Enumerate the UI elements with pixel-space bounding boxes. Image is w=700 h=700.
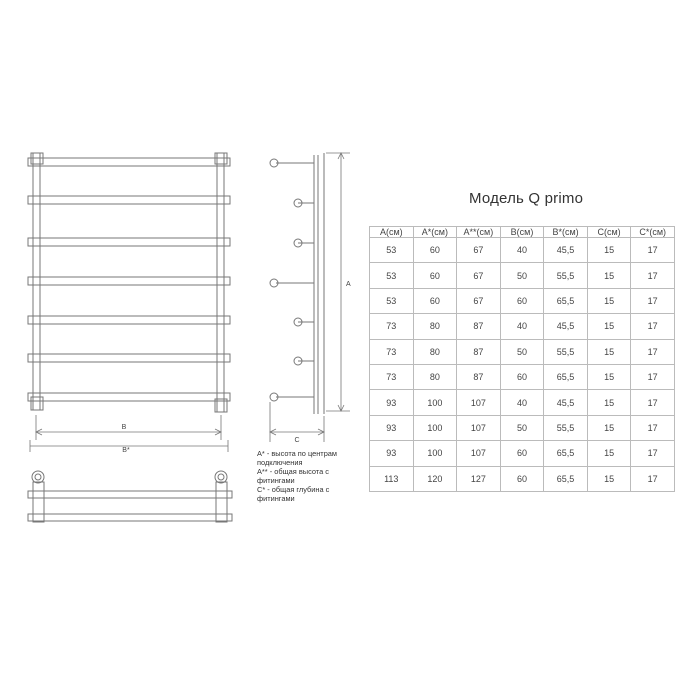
- table-cell: 80: [413, 339, 457, 364]
- legend-line: подключения: [257, 458, 303, 467]
- table-cell: 107: [457, 415, 501, 440]
- dim-a-label: A: [346, 281, 351, 288]
- table-row: [370, 339, 675, 364]
- side-view: [270, 153, 324, 414]
- front-view: [28, 153, 230, 412]
- dim-b-label: B: [121, 424, 127, 431]
- table-cell: 60: [413, 238, 457, 263]
- table-cell: 93: [370, 441, 414, 466]
- table-cell: 73: [370, 339, 414, 364]
- column-header: A*(см): [413, 227, 457, 238]
- table-cell: 100: [413, 390, 457, 415]
- table-cell: 15: [587, 364, 631, 389]
- table-cell: 65,5: [544, 441, 588, 466]
- table-cell: 17: [631, 263, 675, 288]
- table-row: [370, 390, 675, 415]
- table-cell: 15: [587, 288, 631, 313]
- table-cell: 17: [631, 415, 675, 440]
- column-header: B*(см): [544, 227, 588, 238]
- table-cell: 60: [500, 288, 544, 313]
- table-cell: 17: [631, 466, 675, 491]
- top-view: [28, 471, 232, 522]
- table-cell: 17: [631, 441, 675, 466]
- table-cell: 73: [370, 314, 414, 339]
- model-title: Модель Q primo: [469, 190, 584, 207]
- table-header-row: [370, 227, 675, 238]
- table-row: [370, 466, 675, 491]
- table-cell: 93: [370, 415, 414, 440]
- top-left-fitting-inner: [35, 474, 41, 480]
- table-cell: 15: [587, 466, 631, 491]
- table-cell: 67: [457, 238, 501, 263]
- table-cell: 55,5: [544, 415, 588, 440]
- table-cell: 15: [587, 238, 631, 263]
- table-cell: 15: [587, 415, 631, 440]
- table-cell: 45,5: [544, 314, 588, 339]
- table-cell: 87: [457, 314, 501, 339]
- table-row: [370, 238, 675, 263]
- table-cell: 73: [370, 364, 414, 389]
- legend-line: A* - высота по центрам: [257, 449, 337, 458]
- table-cell: 15: [587, 339, 631, 364]
- table-cell: 113: [370, 466, 414, 491]
- table-cell: 15: [587, 314, 631, 339]
- table-cell: 65,5: [544, 288, 588, 313]
- table-cell: 17: [631, 238, 675, 263]
- table-cell: 87: [457, 339, 501, 364]
- table-cell: 60: [413, 288, 457, 313]
- rung-5: [28, 316, 230, 324]
- table-cell: 17: [631, 364, 675, 389]
- top-right-fitting: [215, 471, 227, 483]
- top-right-bracket: [216, 482, 227, 522]
- dim-bstar-label: B*: [122, 447, 130, 454]
- table-row: [370, 288, 675, 313]
- table-cell: 45,5: [544, 390, 588, 415]
- table-row: [370, 441, 675, 466]
- table-cell: 100: [413, 441, 457, 466]
- column-header: C*(см): [631, 227, 675, 238]
- column-header: A**(см): [457, 227, 501, 238]
- top-rung-front: [28, 491, 232, 498]
- table-cell: 60: [413, 263, 457, 288]
- table-row: [370, 314, 675, 339]
- dim-c-label: C: [294, 437, 300, 444]
- table-cell: 50: [500, 339, 544, 364]
- table-cell: 15: [587, 390, 631, 415]
- table-cell: 55,5: [544, 263, 588, 288]
- legend-line: C* - общая глубина с: [257, 485, 330, 494]
- top-rung-back: [28, 514, 232, 521]
- table-cell: 40: [500, 238, 544, 263]
- column-header: C(см): [587, 227, 631, 238]
- table-cell: 40: [500, 390, 544, 415]
- table-cell: 53: [370, 288, 414, 313]
- legend-line: A** - общая высота с: [257, 467, 329, 476]
- table-cell: 107: [457, 441, 501, 466]
- top-left-bracket: [33, 482, 44, 522]
- table-cell: 53: [370, 238, 414, 263]
- top-left-fitting: [32, 471, 44, 483]
- table-cell: 55,5: [544, 339, 588, 364]
- table-cell: 80: [413, 314, 457, 339]
- table-row: [370, 415, 675, 440]
- column-header: A(см): [370, 227, 414, 238]
- table-cell: 45,5: [544, 238, 588, 263]
- table-cell: 53: [370, 263, 414, 288]
- table-cell: 15: [587, 441, 631, 466]
- rung-4: [28, 277, 230, 285]
- table-cell: 50: [500, 415, 544, 440]
- rung-2: [28, 196, 230, 204]
- legend-line: фитингами: [257, 494, 295, 503]
- table-cell: 100: [413, 415, 457, 440]
- dimension-legend: [257, 449, 367, 503]
- table-cell: 60: [500, 441, 544, 466]
- table-cell: 65,5: [544, 466, 588, 491]
- table-cell: 17: [631, 339, 675, 364]
- table-cell: 80: [413, 364, 457, 389]
- table-cell: 40: [500, 314, 544, 339]
- table-cell: 67: [457, 288, 501, 313]
- table-cell: 17: [631, 314, 675, 339]
- table-cell: 67: [457, 263, 501, 288]
- table-cell: 107: [457, 390, 501, 415]
- rung-7: [28, 393, 230, 401]
- table-row: [370, 263, 675, 288]
- rung-1: [28, 158, 230, 166]
- rung-6: [28, 354, 230, 362]
- table-cell: 50: [500, 263, 544, 288]
- column-header: B(см): [500, 227, 544, 238]
- table-cell: 127: [457, 466, 501, 491]
- dimensions-table: [369, 226, 675, 492]
- top-right-fitting-inner: [218, 474, 224, 480]
- rung-3: [28, 238, 230, 246]
- table-cell: 60: [500, 466, 544, 491]
- table-cell: 87: [457, 364, 501, 389]
- table-cell: 17: [631, 390, 675, 415]
- table-cell: 60: [500, 364, 544, 389]
- depth-dimension: [270, 402, 324, 442]
- table-cell: 17: [631, 288, 675, 313]
- table-cell: 15: [587, 263, 631, 288]
- legend-line: фитингами: [257, 476, 295, 485]
- table-cell: 120: [413, 466, 457, 491]
- table-cell: 93: [370, 390, 414, 415]
- table-cell: 65,5: [544, 364, 588, 389]
- table-row: [370, 364, 675, 389]
